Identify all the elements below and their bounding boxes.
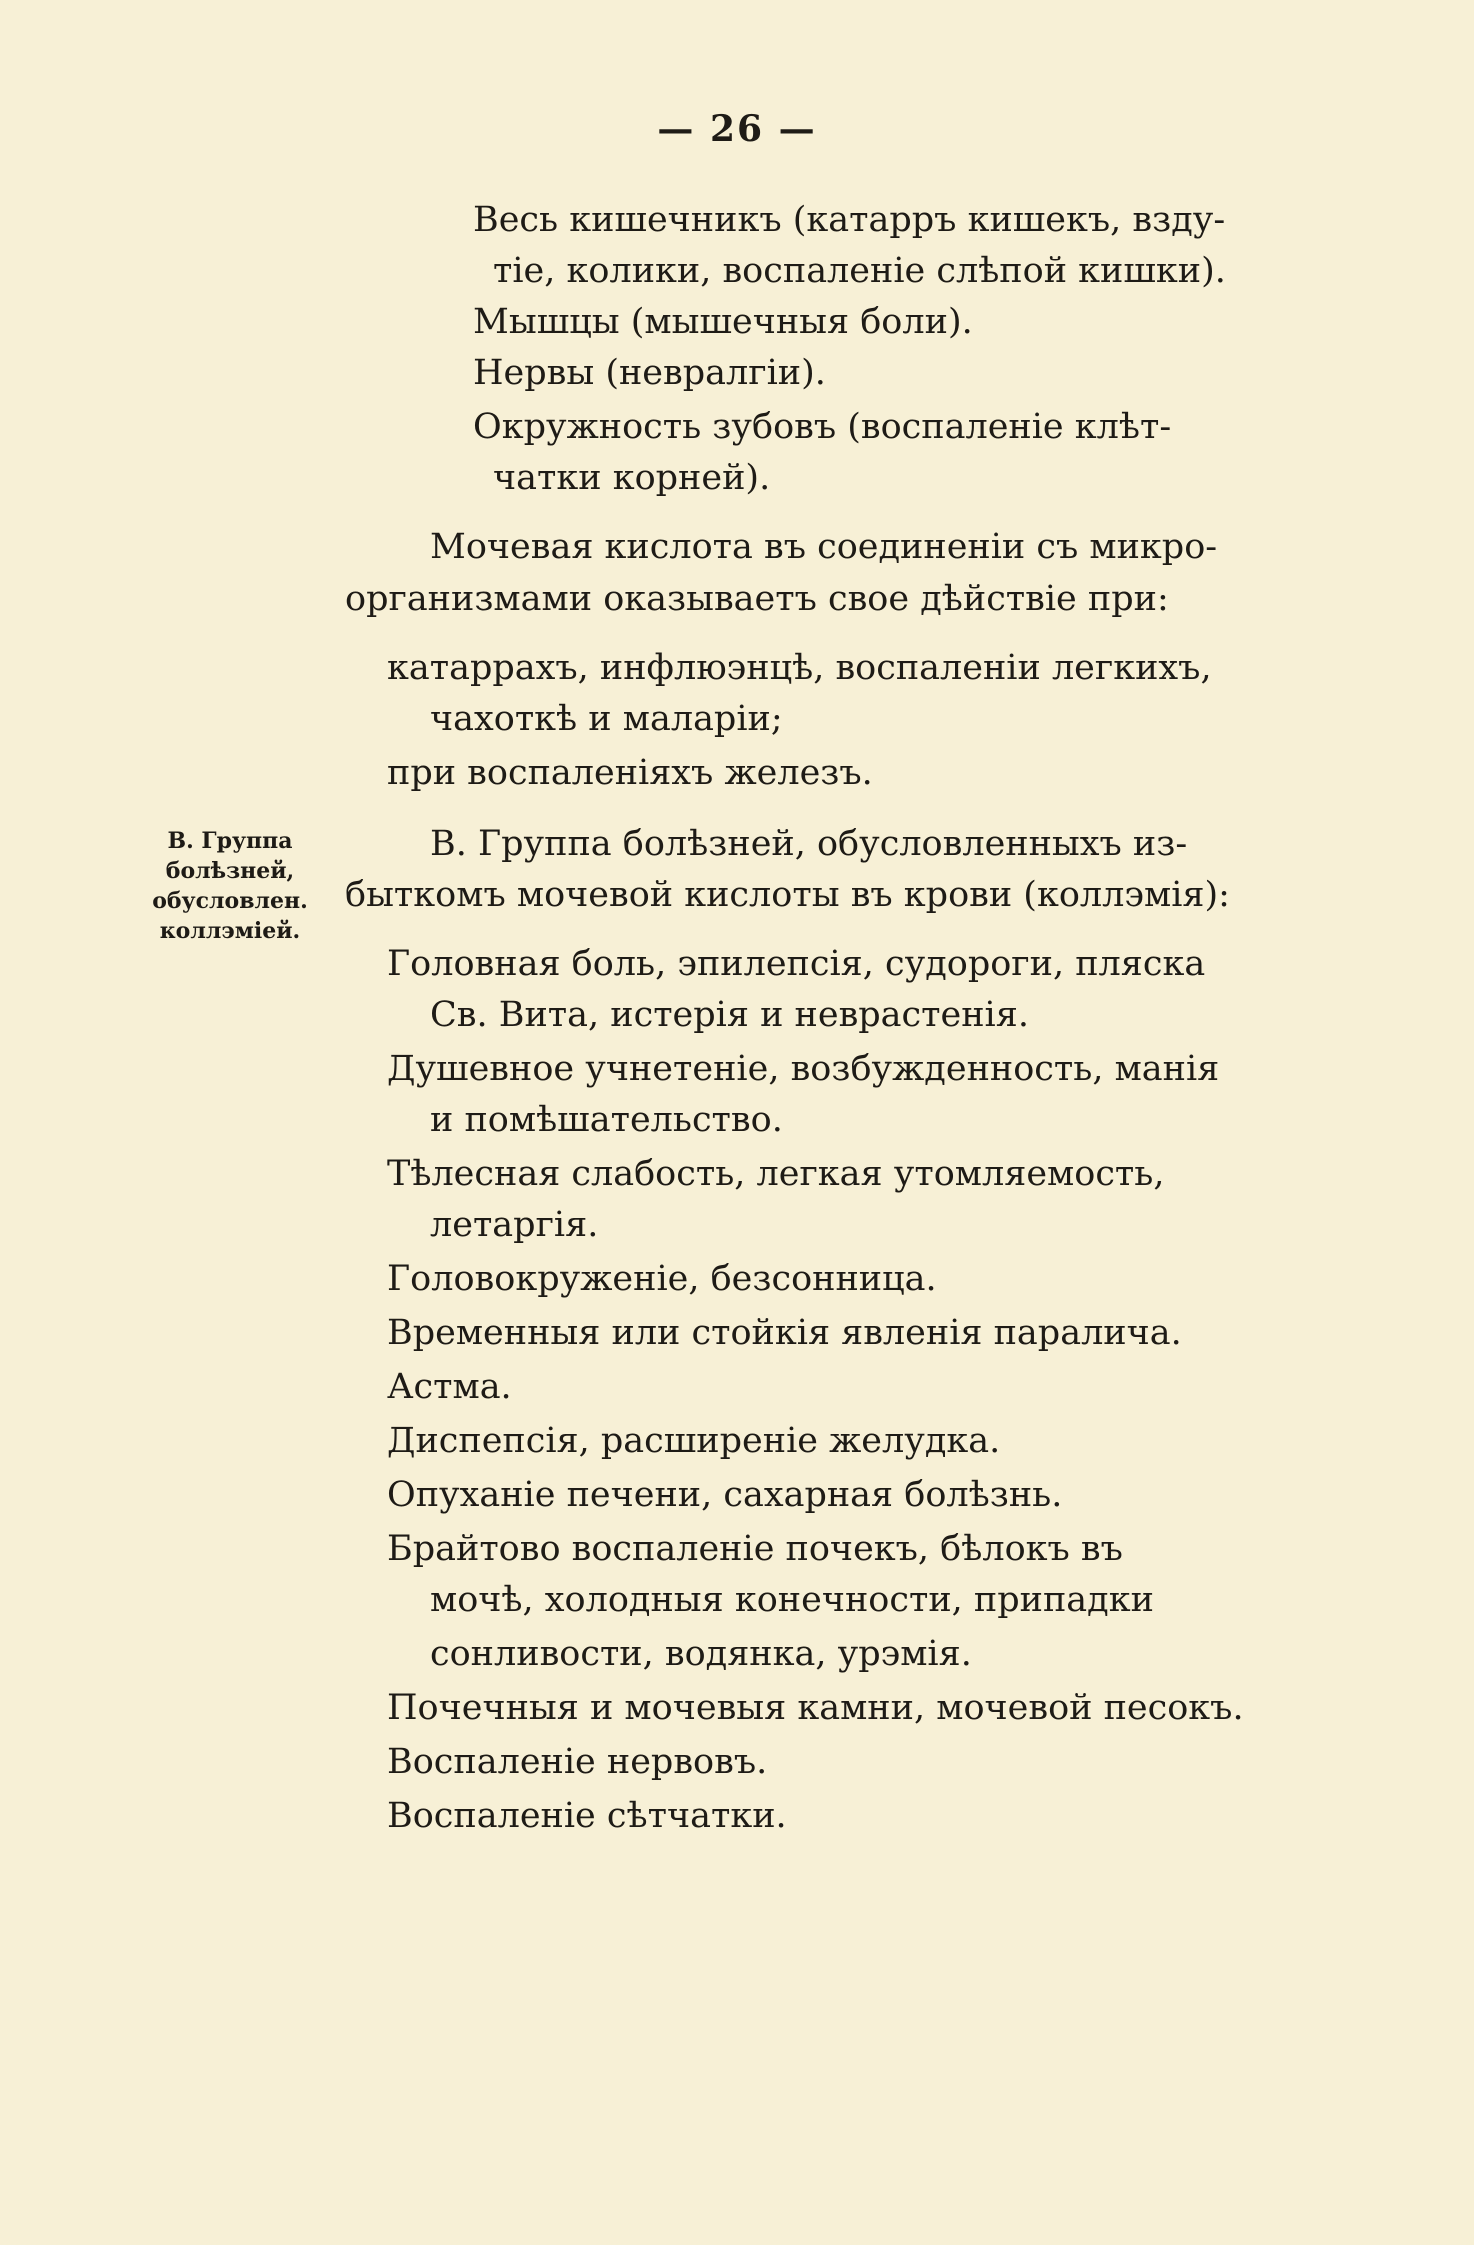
text-line: катаррахъ, инфлюэнцѣ, воспаленіи легкихъ, — [387, 648, 1212, 688]
text-line: Тѣлесная слабость, легкая утомляемость, — [387, 1154, 1165, 1194]
text-line: Воспаленіе сѣтчатки. — [387, 1796, 787, 1836]
text-line: Мочевая кислота въ соединеніи съ микро- — [430, 527, 1218, 567]
text-line: Брайтово воспаленіе почекъ, бѣлокъ въ — [387, 1529, 1123, 1569]
text-line: летаргія. — [430, 1205, 599, 1245]
text-line: Воспаленіе нервовъ. — [387, 1742, 768, 1782]
text-line: быткомъ мочевой кислоты въ крови (коллэмія): — [345, 875, 1230, 915]
text-line: Диспепсія, расширеніе желудка. — [387, 1421, 1001, 1461]
margin-note-line: коллэміей. — [159, 918, 301, 944]
text-line: сонливости, водянка, урэмія. — [430, 1634, 972, 1674]
text-line: и помѣшательство. — [430, 1100, 783, 1140]
text-line: Астма. — [387, 1367, 512, 1407]
text-line: чахоткѣ и маларіи; — [430, 699, 783, 739]
text-line: Весь кишечникъ (катарръ кишекъ, взду- — [473, 200, 1226, 240]
margin-note-line: обусловлен. — [152, 888, 308, 914]
text-line: при воспаленіяхъ железъ. — [387, 753, 873, 793]
margin-note — [130, 826, 330, 946]
text-line: Нервы (невралгіи). — [473, 353, 826, 393]
text-line: Временныя или стойкія явленія паралича. — [387, 1313, 1182, 1353]
margin-note-line: болѣзней, — [165, 858, 295, 884]
text-line: Окружность зубовъ (воспаленіе клѣт- — [473, 407, 1172, 447]
text-line: В. Группа болѣзней, обусловленныхъ из- — [430, 824, 1188, 864]
text-line: Головная боль, эпилепсія, судороги, пляска — [387, 944, 1206, 984]
text-line: Головокруженіе, безсонница. — [387, 1259, 937, 1299]
margin-note-line: В. Группа — [167, 828, 293, 854]
text-line: мочѣ, холодныя конечности, припадки — [430, 1580, 1154, 1620]
text-line: Св. Вита, истерія и неврастенія. — [430, 995, 1029, 1035]
text-line: организмами оказываетъ свое дѣйствіе при: — [345, 579, 1169, 619]
text-line: Душевное учнетеніе, возбужденность, манія — [387, 1049, 1220, 1089]
text-line: тіе, колики, воспаленіе слѣпой кишки). — [493, 251, 1226, 291]
text-line: Опуханіе печени, сахарная болѣзнь. — [387, 1475, 1063, 1515]
page-number: — 26 — — [657, 108, 817, 150]
text-line: Мышцы (мышечныя боли). — [473, 302, 973, 342]
text-line: Почечныя и мочевыя камни, мочевой песокъ. — [387, 1688, 1244, 1728]
text-line: чатки корней). — [493, 458, 771, 498]
